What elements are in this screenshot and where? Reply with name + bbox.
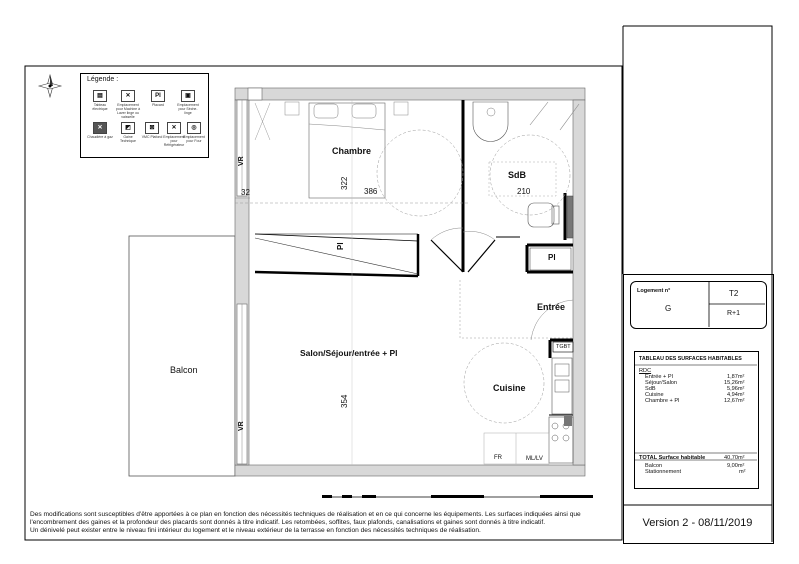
room-label-entree: Entrée bbox=[537, 302, 566, 312]
vmc-icon: ⊠ bbox=[145, 122, 159, 134]
surface-row-value: 5,96m² bbox=[727, 386, 745, 392]
fridge-label: FR bbox=[494, 455, 502, 461]
fridge-location-icon: ✕ bbox=[167, 122, 181, 134]
surfaces-table bbox=[634, 351, 759, 489]
room-label-sdb: SdB bbox=[508, 170, 526, 180]
surfaces-section: RDC bbox=[639, 368, 652, 374]
dim-354: 354 bbox=[340, 394, 349, 408]
surface-row-name: Entrée + Pl bbox=[645, 374, 673, 380]
logement-type: T2 bbox=[729, 289, 739, 298]
surface-total-value: 40,70m² bbox=[724, 455, 745, 461]
disclaimer-notes bbox=[30, 511, 620, 535]
legend-title: Légende : bbox=[87, 76, 119, 83]
dim-386: 386 bbox=[364, 187, 378, 196]
surface-row-name: SdB bbox=[645, 386, 656, 392]
vr-label-top: VR bbox=[238, 156, 245, 166]
room-label-cuisine: Cuisine bbox=[493, 383, 526, 393]
legend-item-fridge: ✕ Emplacement pour Réfrigérateur bbox=[161, 122, 187, 147]
logement-box bbox=[630, 281, 767, 329]
surface-row-name: Séjour/Salon bbox=[645, 380, 678, 386]
note-line: Un dénivelé peut exister entre le niveau fini intérieur du logement et le niveau extérieur de la terrasse en fonction des nécessités techniques de réalisation. bbox=[30, 527, 481, 534]
washer-label: ML/LV bbox=[526, 456, 543, 462]
electrical-panel-icon: ▤ bbox=[93, 90, 107, 102]
surface-row-value: 12,67m² bbox=[724, 398, 745, 404]
surface-total-label: TOTAL Surface habitable bbox=[639, 455, 706, 461]
surface-row-value: 1,87m² bbox=[727, 374, 745, 380]
technical-duct-icon: ◩ bbox=[121, 122, 135, 134]
room-label-pl-chambre: Pl bbox=[336, 242, 345, 250]
version-label: Version 2 - 08/11/2019 bbox=[642, 517, 753, 529]
surface-row-name: Cuisine bbox=[645, 392, 664, 398]
logement-number: G bbox=[665, 304, 672, 313]
legend-item-oven: ◎ Emplacement pour Four bbox=[181, 122, 207, 143]
dim-210: 210 bbox=[517, 187, 531, 196]
surface-extra-name: Stationnement bbox=[645, 469, 682, 475]
surface-row-name: Chambre + Pl bbox=[645, 398, 680, 404]
room-label-pl-entree: Pl bbox=[548, 253, 556, 262]
tgbt-label: TGBT bbox=[556, 344, 571, 350]
legend-item-closet: PI Placard bbox=[145, 90, 171, 107]
surface-row-value: 15,26m² bbox=[724, 380, 745, 386]
legend-item-electrical-panel: ▤ Tableau électrique bbox=[87, 90, 113, 111]
oven-location-icon: ◎ bbox=[187, 122, 201, 134]
compass-icon bbox=[39, 75, 61, 97]
vr-label-bottom: VR bbox=[238, 421, 245, 431]
scale-bar bbox=[322, 495, 593, 498]
note-line: Des modifications sont susceptibles d'être apportées à ce plan en fonction des nécessités techniques de réalisation et en ce qui concerne les équipements. Les surfaces indiquées ainsi que bbox=[30, 511, 581, 518]
legend-item-dryer: ▣ Emplacement pour Sèche-linge bbox=[175, 90, 201, 115]
dim-322: 322 bbox=[340, 176, 349, 190]
dim-32: 32 bbox=[241, 188, 250, 197]
washer-location-icon: ✕ bbox=[121, 90, 135, 102]
room-label-balcon: Balcon bbox=[170, 365, 198, 375]
room-label-chambre: Chambre bbox=[332, 146, 372, 156]
boiler-icon: ✕ bbox=[93, 122, 107, 134]
logement-label: Logement n° bbox=[637, 288, 671, 294]
legend-item-boiler: ✕ Chaudière à gaz bbox=[87, 122, 113, 139]
legend-item-washer: ✕ Emplacement pour Machine à Laver linge ou vaisselle bbox=[115, 90, 141, 119]
legend-item-duct: ◩ Gaine Technique bbox=[115, 122, 141, 143]
surface-extra-value: m² bbox=[739, 469, 746, 475]
surface-row-value: 4,94m² bbox=[727, 392, 745, 398]
legend bbox=[80, 73, 209, 158]
surfaces-title: TABLEAU DES SURFACES HABITABLES bbox=[639, 356, 742, 362]
surface-extra-value: 9,00m² bbox=[727, 463, 745, 469]
surface-extra-name: Balcon bbox=[645, 463, 663, 469]
dryer-location-icon: ▣ bbox=[181, 90, 195, 102]
logement-level: R+1 bbox=[727, 310, 741, 317]
legend-item-vmc: ⊠ VMC Plafond bbox=[139, 122, 165, 139]
note-line: l'encombrement des gaines et la profondeur des placards sont donnés à titre indicatif. Les retombées, soffites, faux plafonds, canalisations et gaines sont donnés à titre indicatif. bbox=[30, 519, 546, 526]
closet-icon: PI bbox=[151, 90, 165, 102]
room-label-salon: Salon/Séjour/entrée + Pl bbox=[300, 348, 398, 358]
